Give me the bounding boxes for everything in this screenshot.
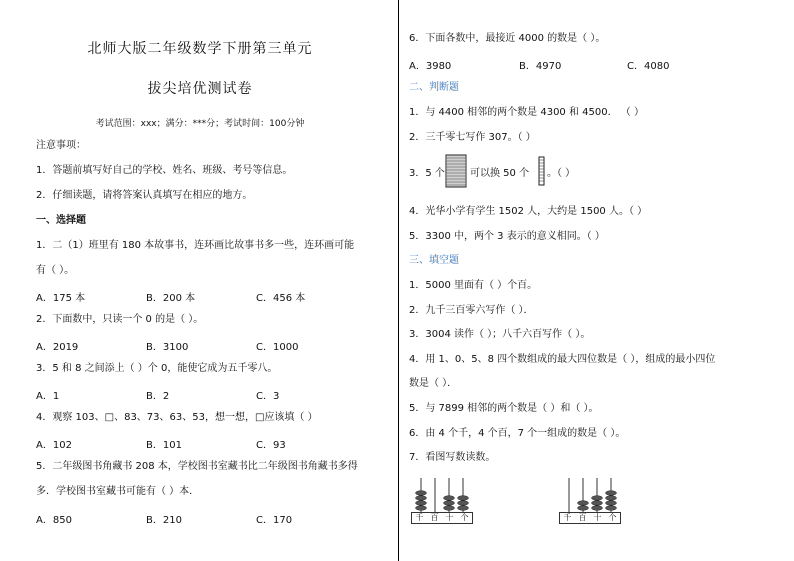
q1-line1: 1．二（1）班里有 180 本故事书，连环画比故事书多一些，连环画可能	[36, 240, 355, 251]
abacus-1-label-hundreds: 百	[430, 513, 439, 522]
abacus-2-label-tens: 十	[593, 513, 602, 522]
q5-option-a: A．850	[36, 515, 72, 526]
abacus-1-base	[411, 512, 473, 524]
abacus-1-bead	[416, 506, 427, 511]
q5-line1: 5．二年级图书角藏书 208 本，学校图书室藏书比二年级图书角藏书多得	[36, 461, 358, 472]
fill-1: 1．5000 里面有（ ）个百。	[409, 280, 538, 291]
q6-option-c: C．4080	[627, 61, 670, 72]
fill-5: 5．与 7899 相邻的两个数是（ ）和（ ）。	[409, 403, 599, 414]
section-judge-heading: 二、判断题	[409, 82, 459, 93]
hundred-block-icon	[445, 154, 467, 188]
abacus-1	[411, 475, 473, 525]
judge-3-part3: 。（ ）	[547, 168, 576, 179]
judge-3-part1: 3．5 个	[409, 168, 445, 179]
q2-option-b: B．3100	[146, 342, 189, 353]
abacus-1-bead	[444, 496, 455, 501]
abacus-2-bead	[592, 496, 603, 501]
fill-2: 2．九千三百零六写作（ ）．	[409, 305, 534, 316]
abacus-1-bead	[416, 501, 427, 506]
abacus-1-label-thousands: 千	[415, 513, 424, 522]
column-divider	[398, 0, 399, 561]
q5-option-b: B．210	[146, 515, 182, 526]
q1-option-b: B．200 本	[146, 293, 196, 304]
q2-text: 2．下面数中，只读一个 0 的是（ ）。	[36, 314, 204, 325]
q3-option-a: A．1	[36, 391, 60, 402]
judge-4: 4．光华小学有学生 1502 人，大约是 1500 人。（ ）	[409, 206, 648, 217]
abacus-2-label-hundreds: 百	[578, 513, 587, 522]
q4-option-b: B．101	[146, 440, 182, 451]
q6-text: 6．下面各数中，最接近 4000 的数是（ ）。	[409, 33, 606, 44]
abacus-1-bead	[416, 491, 427, 496]
judge-2: 2．三千零七写作 307。（ ）	[409, 132, 536, 143]
q1-line2: 有（ ）。	[36, 265, 75, 276]
abacus-2-bead	[606, 506, 617, 511]
q6-option-a: A．3980	[409, 61, 452, 72]
q3-option-b: B．2	[146, 391, 170, 402]
fill-6: 6．由 4 个千，4 个百，7 个一组成的数是（ ）。	[409, 428, 626, 439]
fill-7: 7．看图写数读数。	[409, 452, 496, 463]
abacus-1-bead	[458, 496, 469, 501]
abacus-2-bead	[606, 491, 617, 496]
q5-line2: 多．学校图书室藏书可能有（ ）本．	[36, 486, 200, 497]
q1-option-c: C．456 本	[256, 293, 306, 304]
abacus-1-bead	[458, 506, 469, 511]
page-title: 北师大版二年级数学下册第三单元	[87, 41, 313, 57]
q1-option-a: A．175 本	[36, 293, 86, 304]
judge-3-part2: 可以换 50 个	[470, 168, 530, 179]
page-subtitle: 拔尖培优测试卷	[147, 81, 253, 97]
judge-5: 5．3300 中，两个 3 表示的意义相同。（ ）	[409, 231, 605, 242]
abacus-1-bead	[444, 506, 455, 511]
abacus-1-bead	[458, 501, 469, 506]
note-1: 1．答题前填写好自己的学校、姓名、班级、考号等信息。	[36, 165, 293, 176]
section-fill-heading: 三、填空题	[409, 255, 459, 266]
abacus-2	[559, 475, 621, 525]
abacus-2-bead	[578, 506, 589, 511]
abacus-2-label-ones: 个	[608, 513, 617, 522]
abacus-1-bead	[416, 496, 427, 501]
q3-text: 3．5 和 8 之间添上（ ）个 0，能使它成为五千零八。	[36, 363, 278, 374]
q2-option-a: A．2019	[36, 342, 79, 353]
exam-meta: 考试范围：xxx；满分：***分；考试时间：100分钟	[95, 119, 305, 129]
q4-text: 4．观察 103、□、83、73、63、53，想一想，□应该填（ ）	[36, 412, 318, 423]
q6-option-b: B．4970	[519, 61, 562, 72]
abacus-2-bead	[578, 501, 589, 506]
notes-heading: 注意事项：	[36, 140, 86, 151]
fill-3: 3．3004 读作（ ）；八千六百写作（ ）。	[409, 329, 591, 340]
q3-option-c: C．3	[256, 391, 280, 402]
section-choice-heading: 一、选择题	[36, 215, 86, 226]
abacus-2-bead	[592, 506, 603, 511]
q2-option-c: C．1000	[256, 342, 299, 353]
abacus-2-base	[559, 512, 621, 524]
abacus-2-bead	[606, 496, 617, 501]
fill-4-line2: 数是（ ）．	[409, 378, 458, 389]
abacus-2-bead	[592, 501, 603, 506]
abacus-2-bead	[606, 501, 617, 506]
ten-rod-icon	[538, 156, 545, 186]
q4-option-c: C．93	[256, 440, 286, 451]
fill-4-line1: 4．用 1、0、5、8 四个数组成的最大四位数是（ ），组成的最小四位	[409, 354, 716, 365]
q5-option-c: C．170	[256, 515, 293, 526]
q4-option-a: A．102	[36, 440, 72, 451]
abacus-2-label-thousands: 千	[563, 513, 572, 522]
note-2: 2．仔细读题，请将答案认真填写在相应的地方。	[36, 190, 253, 201]
abacus-1-label-tens: 十	[445, 513, 454, 522]
judge-1: 1．与 4400 相邻的两个数是 4300 和 4500． （ ）	[409, 107, 644, 118]
abacus-1-bead	[444, 501, 455, 506]
abacus-1-label-ones: 个	[460, 513, 469, 522]
